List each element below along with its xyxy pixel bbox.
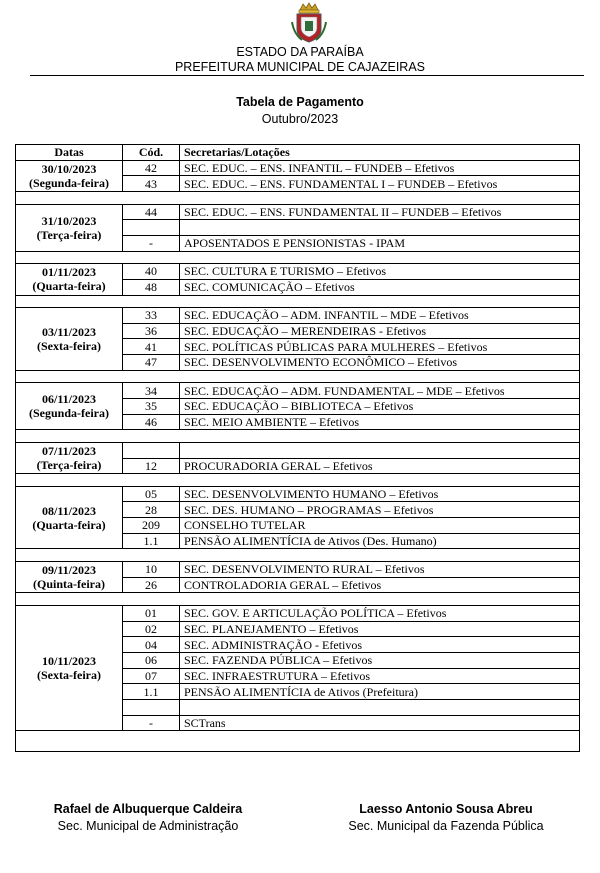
sector-cell: PENSÃO ALIMENTÍCIA de Ativos (Des. Humano) [180,533,580,549]
spacer-row [16,549,580,562]
code-cell: - [123,235,180,251]
sector-cell: PROCURADORIA GERAL – Efetivos [180,458,580,474]
code-cell: 40 [123,264,180,280]
code-cell: 36 [123,323,180,339]
sector-cell: SEC. EDUCAÇÃO – ADM. FUNDAMENTAL – MDE – Efetivos [180,383,580,399]
payment-weekday: (Sexta-feira) [37,668,101,683]
code-cell: 47 [123,355,180,371]
code-cell: 34 [123,383,180,399]
code-cell: 33 [123,308,180,324]
code-cell: 1.1 [123,684,180,700]
prefecture-name: PREFEITURA MUNICIPAL DE CAJAZEIRAS [174,60,426,74]
signature-finance [316,802,576,833]
code-cell: 05 [123,486,180,502]
sector-cell: SEC. COMUNICAÇÃO – Efetivos [180,279,580,295]
code-cell: 04 [123,637,180,653]
sector-cell: SEC. MEIO AMBIENTE – Efetivos [180,414,580,430]
state-name: ESTADO DA PARAÍBA [236,45,364,59]
payment-date: 06/11/2023 [41,392,96,407]
code-cell: 10 [123,561,180,577]
table-row [16,561,580,577]
payment-weekday: (Quinta-feira) [33,577,105,592]
payment-date-cell [16,442,123,473]
sector-cell: SEC. ADMINISTRAÇÃO - Efetivos [180,637,580,653]
code-cell: 41 [123,339,180,355]
signature-name: Laesso Antonio Sousa Abreu [359,802,533,816]
payment-weekday: (Segunda-feira) [29,175,109,190]
payment-weekday: (Segunda-feira) [29,406,109,421]
code-cell: 28 [123,502,180,518]
sector-cell: SEC. DES. HUMANO – PROGRAMAS – Efetivos [180,502,580,518]
spacer-row [16,192,580,205]
table-row [16,383,580,399]
sector-cell: SCTrans [180,715,580,731]
sector-cell: CONSELHO TUTELAR [180,518,580,534]
payment-date: 09/11/2023 [41,563,96,578]
signature-role: Sec. Municipal da Fazenda Pública [348,819,544,833]
payment-date: 07/11/2023 [41,444,96,458]
code-cell: 02 [123,621,180,637]
table-row [16,486,580,502]
payment-date-cell [16,383,123,430]
payment-date-cell [16,204,123,251]
sector-cell: SEC. EDUCAÇÃO – MERENDEIRAS - Efetivos [180,323,580,339]
header-divider [30,75,584,76]
sector-cell: SEC. DESENVOLVIMENTO ECONÔMICO – Efetivos [180,355,580,371]
sector-cell: SEC. EDUC. – ENS. INFANTIL – FUNDEB – Efetivos [180,160,580,176]
sector-cell [180,220,580,236]
sector-cell: SEC. PLANEJAMENTO – Efetivos [180,621,580,637]
payment-weekday: (Quarta-feira) [32,517,106,532]
sector-cell: SEC. DESENVOLVIMENTO HUMANO – Efetivos [180,486,580,502]
table-header-row [16,145,580,161]
signature-administration [18,802,278,833]
spacer-row [16,370,580,383]
sector-cell: SEC. CULTURA E TURISMO – Efetivos [180,264,580,280]
code-cell: 1.1 [123,533,180,549]
sector-cell: SEC. EDUCAÇÃO – BIBLIOTECA – Efetivos [180,398,580,414]
code-cell: 46 [123,414,180,430]
header-sector: Secretarias/Lotações [180,145,580,161]
payment-date-cell [16,308,123,371]
header-date: Datas [16,145,123,161]
code-cell [123,220,180,236]
payment-date: 01/11/2023 [41,265,96,280]
payment-date-cell [16,561,123,592]
header-code: Cód. [123,145,180,161]
code-cell [123,699,180,715]
municipal-coat-of-arms-icon [290,2,328,44]
payment-table [15,144,580,752]
table-row [16,308,580,324]
payment-date-cell [16,160,123,191]
payment-date-cell [16,486,123,549]
signature-name: Rafael de Albuquerque Caldeira [53,802,243,816]
table-row [16,160,580,176]
code-cell: 07 [123,668,180,684]
code-cell: 26 [123,577,180,593]
sector-cell: CONTROLADORIA GERAL – Efetivos [180,577,580,593]
spacer-row [16,593,580,606]
code-cell: - [123,715,180,731]
table-row [16,264,580,280]
code-cell: 01 [123,605,180,621]
sector-cell: SEC. EDUCAÇÃO – ADM. INFANTIL – MDE – Efetivos [180,308,580,324]
sector-cell [180,699,580,715]
sector-cell: SEC. GOV. E ARTICULAÇÃO POLÍTICA – Efetivos [180,605,580,621]
code-cell: 06 [123,652,180,668]
sector-cell: APOSENTADOS E PENSIONISTAS - IPAM [180,235,580,251]
sector-cell: SEC. POLÍTICAS PÚBLICAS PARA MULHERES – Efetivos [180,339,580,355]
table-row [16,442,580,458]
code-cell: 44 [123,204,180,220]
sector-cell: PENSÃO ALIMENTÍCIA de Ativos (Prefeitura) [180,684,580,700]
sector-cell: SEC. EDUC. – ENS. FUNDAMENTAL I – FUNDEB – Efetivos [180,176,580,192]
document-period: Outubro/2023 [261,112,339,126]
signature-role: Sec. Municipal de Administração [57,819,239,833]
payment-date-cell [16,605,123,731]
payment-date-cell [16,264,123,295]
payment-date: 03/11/2023 [41,324,96,339]
code-cell: 48 [123,279,180,295]
payment-weekday: (Terça-feira) [36,458,102,472]
table-row [16,605,580,621]
code-cell: 42 [123,160,180,176]
payment-weekday: (Terça-feira) [36,227,102,242]
payment-date: 10/11/2023 [41,654,96,669]
spacer-row [16,430,580,443]
payment-date: 08/11/2023 [41,503,96,518]
code-cell: 209 [123,518,180,534]
spacer-row [16,295,580,308]
spacer-row [16,251,580,264]
sector-cell: SEC. DESENVOLVIMENTO RURAL – Efetivos [180,561,580,577]
sector-cell: SEC. EDUC. – ENS. FUNDAMENTAL II – FUNDEB – Efetivos [180,204,580,220]
payment-date: 30/10/2023 [41,161,97,176]
code-cell: 35 [123,398,180,414]
sector-cell [180,442,580,458]
spacer-row [16,474,580,487]
code-cell [123,442,180,458]
sector-cell: SEC. INFRAESTRUTURA – Efetivos [180,668,580,684]
sector-cell: SEC. FAZENDA PÚBLICA – Efetivos [180,652,580,668]
table-row [16,204,580,220]
code-cell: 43 [123,176,180,192]
document-title: Tabela de Pagamento [236,95,364,109]
spacer-row [16,731,580,752]
payment-date: 31/10/2023 [41,213,97,228]
payment-weekday: (Quarta-feira) [32,279,106,294]
payment-weekday: (Sexta-feira) [37,338,101,353]
payment-table-body [16,160,580,752]
code-cell: 12 [123,458,180,474]
